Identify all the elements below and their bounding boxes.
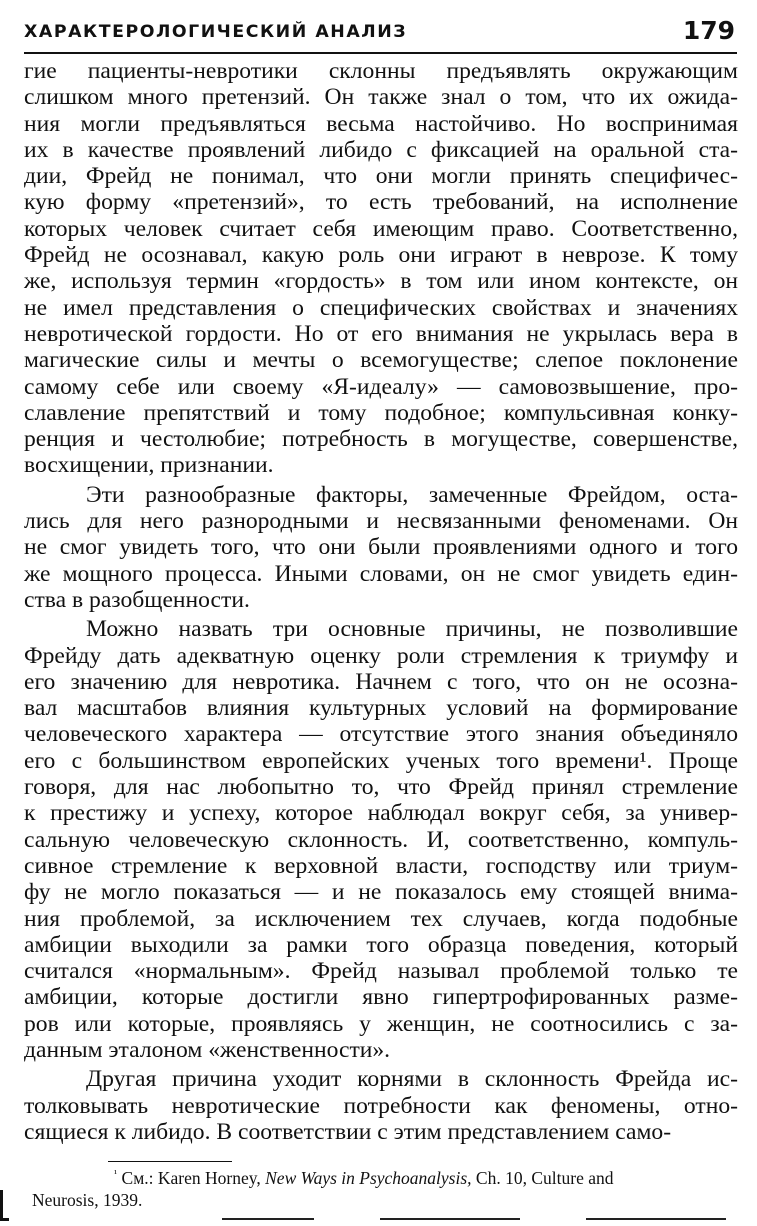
text-line: ния проблемой, за исключением тех случаев, когда подобные	[24, 905, 738, 932]
text-line: Фрейду дать адекватную оценку роли стремления к триумфу и	[24, 642, 738, 669]
text-line: фу не могло показаться — и не показалось ему стоящей внима-	[24, 879, 738, 906]
text-line: магические силы и мечты о всемогуществе; слепое поклонение	[24, 347, 738, 374]
text-line: сивное стремление к верховной власти, господству или триум-	[24, 852, 738, 879]
footnote-text-1: См.: Karen Horney, New Ways in Psychoanalysis, Ch. 10, Culture and	[121, 1168, 614, 1188]
text-line: которых человек считает себя имеющим право. Соответственно,	[24, 215, 738, 242]
text-line: данным эталоном «женственности».	[24, 1036, 391, 1063]
text-line: ства в разобщенности.	[24, 586, 250, 613]
text-line: Фрейд не осознавал, какую роль они играют в неврозе. К тому	[24, 242, 738, 269]
text-line: к престижу и успеху, которое наблюдал вокруг себя, за универ-	[24, 800, 738, 827]
text-line: славление препятствий и тому подобное; компульсивная конку-	[24, 399, 738, 426]
text-line: человеческого характера — отсутствие этого знания объединяло	[24, 721, 738, 748]
running-head-title: ХАРАКТЕРОЛОГИЧЕСКИЙ АНАЛИЗ	[24, 22, 408, 42]
text-line: восхищении, признании.	[24, 452, 274, 479]
footnote-rule	[108, 1161, 232, 1162]
text-line: слишком много претензий. Он также знал о том, что их ожида-	[24, 84, 738, 111]
text-line: Эти разнообразные факторы, замеченные Фрейдом, оста-	[86, 481, 738, 508]
text-line: самому себе или своему «Я-идеалу» — самовозвышение, про-	[24, 373, 738, 400]
text-line: не имел представления о специфических свойствах и значениях	[24, 294, 738, 321]
paragraph	[24, 482, 738, 613]
paragraph	[24, 58, 738, 479]
text-line: невротической гордости. Но от его внимания не укрылась вера в	[24, 320, 738, 347]
bottom-rule-1	[222, 1218, 314, 1220]
running-head	[24, 16, 737, 50]
text-line: же мощного процесса. Иными словами, он не смог увидеть един-	[24, 560, 738, 587]
text-line: амбиции выходили за рамки того образца поведения, который	[24, 931, 738, 958]
text-line: вал масштабов влияния культурных условий на формирование	[24, 695, 738, 722]
text-line: говоря, для нас любопытно то, что Фрейд принял стремление	[24, 774, 738, 801]
text-line: толковывать невротические потребности как феномены, отно-	[24, 1092, 738, 1119]
text-line: ренция и честолюбие; потребность в могуществе, совершенстве,	[24, 426, 738, 453]
text-line: же, используя термин «гордость» в том или ином контексте, он	[24, 268, 738, 295]
paragraph	[24, 616, 738, 1063]
text-line: кую форму «претензий», то есть требований, на исполнение	[24, 189, 738, 216]
header-rule	[24, 52, 737, 54]
paragraph	[24, 1066, 738, 1145]
text-line: сальную человеческую склонность. И, соответственно, компуль-	[24, 826, 738, 853]
footnote-marker: ¹	[114, 1169, 118, 1181]
text-line: их в качестве проявлений либидо с фиксацией на оральной ста-	[24, 136, 738, 163]
text-line: дии, Фрейд не понимал, что они могли принять специфичес-	[24, 163, 738, 190]
book-title: New Ways in Psychoanalysis,	[265, 1168, 472, 1188]
text-line: ния могли предъявляться весьма настойчиво. Но воспринимая	[24, 110, 738, 137]
text-line: не смог увидеть того, что они были проявлениями одного и того	[24, 534, 738, 561]
text-line: лись для него разнородными и несвязанными феноменами. Он	[24, 508, 738, 535]
bottom-rule-2	[380, 1218, 520, 1220]
page-number: 179	[682, 16, 735, 45]
text-line: ров или которые, проявляясь у женщин, не соотносились с за-	[24, 1010, 738, 1037]
crop-mark	[0, 1190, 9, 1221]
text-line: считался «нормальным». Фрейд называл проблемой только те	[24, 958, 738, 985]
text-line: Можно назвать три основные причины, не позволившие	[86, 616, 738, 643]
footnote	[24, 1167, 738, 1211]
text-line: амбиции, которые достигли явно гипертрофированных разме-	[24, 984, 738, 1011]
text-line: сящиеся к либидо. В соответствии с этим представлением само-	[24, 1118, 672, 1145]
footnote-line-1	[24, 1167, 738, 1189]
text-line: его значению для невротика. Начнем с того, что он не осозна-	[24, 668, 738, 695]
footnote-line-2: Neurosis, 1939.	[32, 1190, 143, 1210]
body-text	[24, 58, 738, 1145]
bottom-rule-3	[586, 1218, 726, 1220]
text-line: гие пациенты-невротики склонны предъявлять окружающим	[24, 58, 738, 84]
text-line: Другая причина уходит корнями в склонность Фрейда ис-	[86, 1066, 738, 1093]
text-line: его с большинством европейских ученых того времени¹. Проще	[24, 747, 738, 774]
